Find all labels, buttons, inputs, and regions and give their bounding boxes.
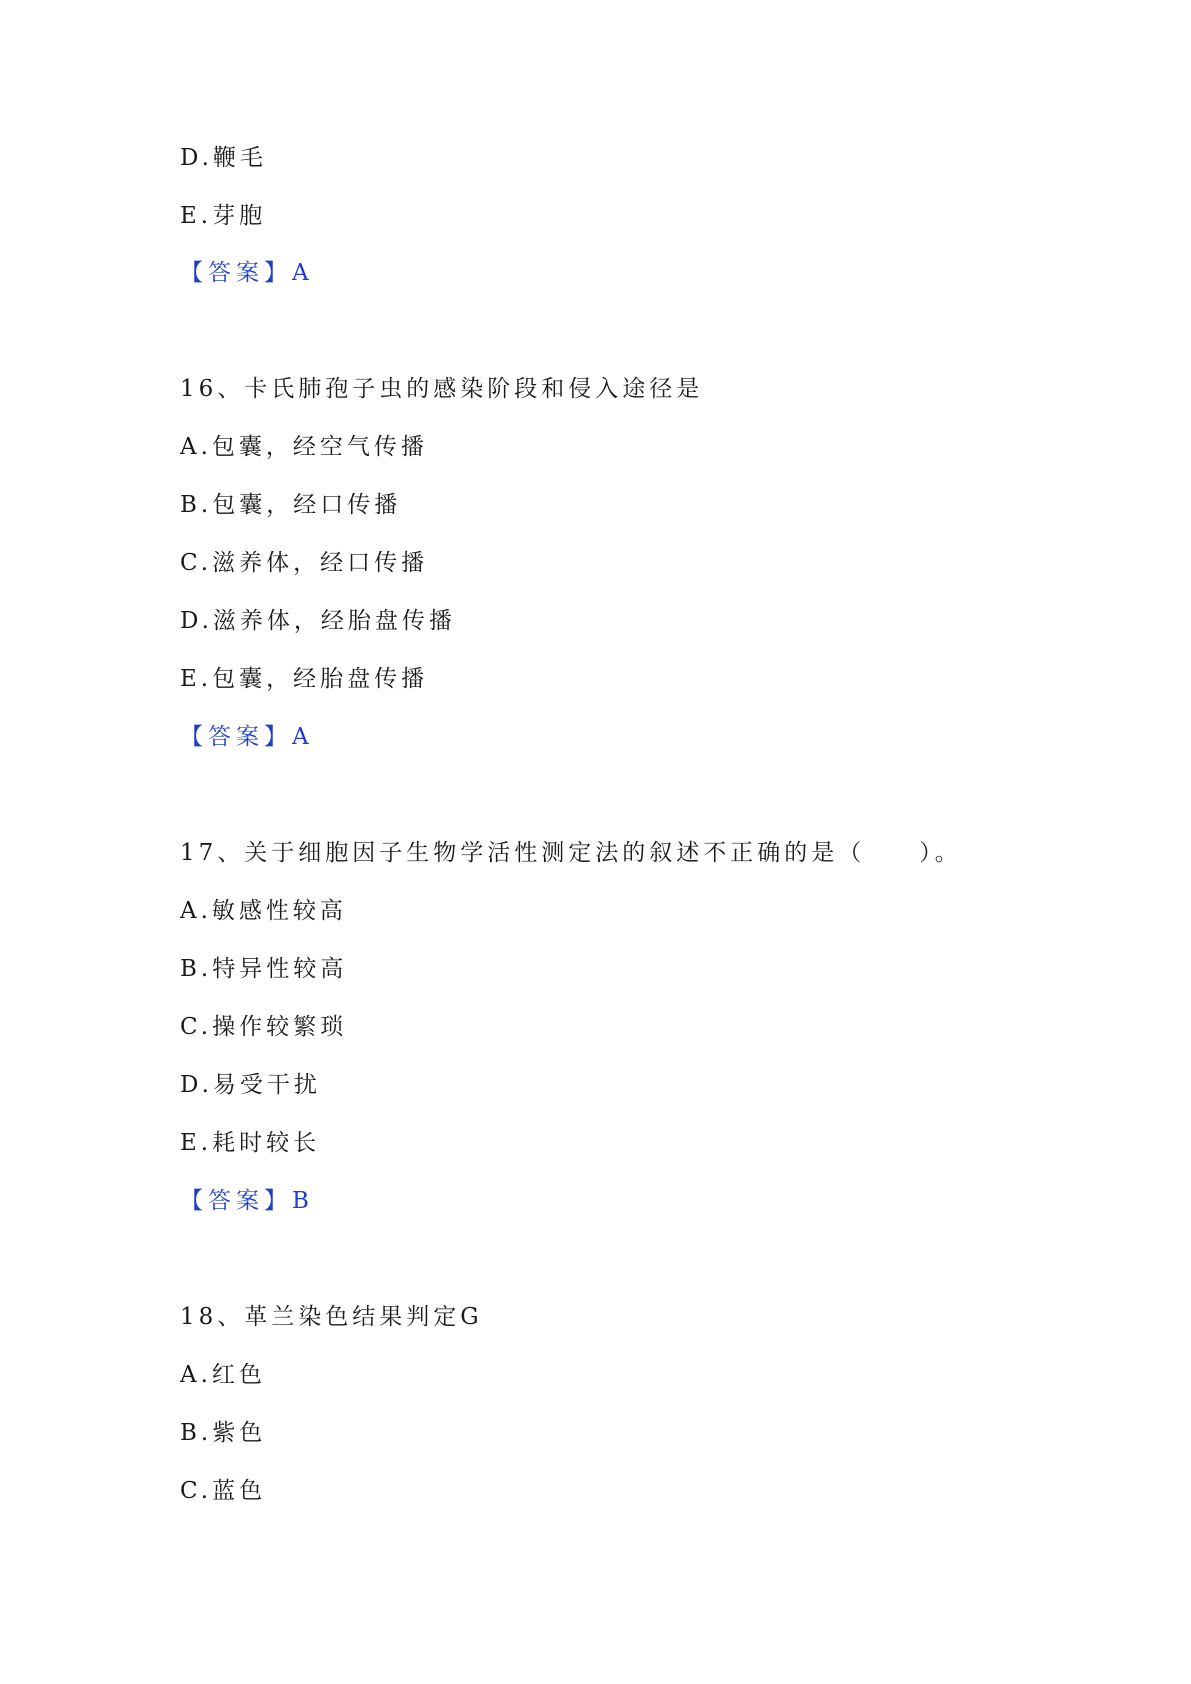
option-line: A.敏感性较高 (180, 898, 347, 924)
option-line: D.易受干扰 (180, 1072, 321, 1098)
answer-line: 【答案】A (180, 260, 314, 286)
option-line: E.包囊，经胎盘传播 (180, 666, 429, 692)
question-line: 17、关于细胞因子生物学活性测定法的叙述不正确的是（ ）。 (180, 840, 962, 866)
option-line: A.红色 (180, 1362, 266, 1388)
answer-line: 【答案】A (180, 724, 314, 750)
question-line: 18、革兰染色结果判定G (180, 1304, 483, 1330)
answer-line: 【答案】B (180, 1188, 314, 1214)
option-line: D.鞭毛 (180, 145, 267, 171)
option-line: E.芽胞 (180, 203, 267, 229)
option-line: C.蓝色 (180, 1478, 267, 1504)
option-line: D.滋养体，经胎盘传播 (180, 608, 456, 634)
option-line: C.操作较繁琐 (180, 1014, 348, 1040)
question-line: 16、卡氏肺孢子虫的感染阶段和侵入途径是 (180, 376, 704, 402)
option-line: C.滋养体，经口传播 (180, 550, 429, 576)
option-line: A.包囊，经空气传播 (180, 434, 428, 460)
option-line: B.紫色 (180, 1420, 267, 1446)
option-line: B.特异性较高 (180, 956, 348, 982)
option-line: B.包囊，经口传播 (180, 492, 402, 518)
option-line: E.耗时较长 (180, 1130, 321, 1156)
